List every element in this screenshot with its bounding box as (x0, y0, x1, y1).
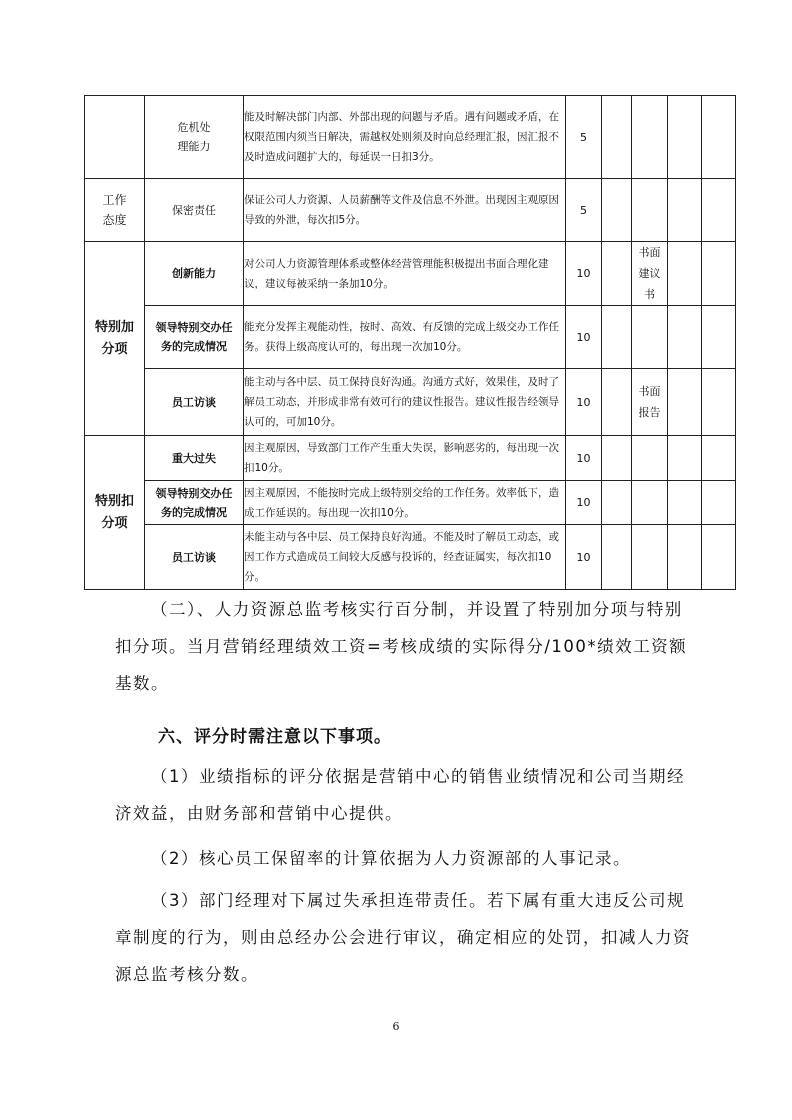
item-cell: 创新能力 (145, 242, 244, 306)
note-cell (632, 96, 668, 179)
description-cell: 因主观原因，导致部门工作产生重大失误，影响恶劣的，每出现一次扣10分。 (244, 436, 566, 481)
empty-cell (702, 525, 736, 590)
note-cell (632, 179, 668, 242)
category-cell: 工作 态度 (85, 179, 145, 242)
empty-cell (602, 306, 632, 369)
table-row (85, 481, 736, 525)
table-row (85, 179, 736, 242)
empty-cell (668, 436, 702, 481)
category-cell: 特别加 分项 (85, 242, 145, 436)
paragraph-note-1: （1）业绩指标的评分依据是营销中心的销售业绩情况和公司当期经济效益，由财务部和营销中心提供。 (115, 767, 685, 823)
note-cell (632, 525, 668, 590)
empty-cell (602, 369, 632, 436)
table-row (85, 436, 736, 481)
paragraph-note-2: （2）核心员工保留率的计算依据为人力资源部的人事记录。 (151, 849, 631, 868)
description-cell: 能及时解决部门内部、外部出现的问题与矛盾。遇有问题或矛盾，在权限范围内须当日解决，需越权处则须及时向总经理汇报，因汇报不及时造成问题扩大的，每延误一日扣3分。 (244, 96, 566, 179)
note-cell (632, 306, 668, 369)
section-heading: 六、评分时需注意以下事项。 (158, 727, 392, 747)
empty-cell (602, 242, 632, 306)
empty-cell (702, 369, 736, 436)
description-cell: 未能主动与各中层、员工保持良好沟通。不能及时了解员工动态，或因工作方式造成员工间较大反感与投诉的，经查证属实，每次扣10分。 (244, 525, 566, 590)
table-row (85, 242, 736, 306)
empty-cell (602, 96, 632, 179)
empty-cell (668, 525, 702, 590)
table-row (85, 96, 736, 179)
table-row (85, 525, 736, 590)
description-cell: 保证公司人力资源、人员薪酬等文件及信息不外泄。出现因主观原因导致的外泄，每次扣5分。 (244, 179, 566, 242)
note-cell (632, 481, 668, 525)
score-cell: 10 (566, 369, 602, 436)
category-cell (85, 96, 145, 179)
empty-cell (702, 481, 736, 525)
table-row (85, 306, 736, 369)
note-cell (632, 436, 668, 481)
description-cell: 能主动与各中层、员工保持良好沟通。沟通方式好，效果佳，及时了解员工动态，并形成非常有效可行的建议性报告。建议性报告经领导认可的，可加10分。 (244, 369, 566, 436)
empty-cell (702, 306, 736, 369)
empty-cell (602, 525, 632, 590)
empty-cell (668, 179, 702, 242)
empty-cell (702, 179, 736, 242)
score-cell: 10 (566, 481, 602, 525)
assessment-table (84, 95, 736, 590)
score-cell: 5 (566, 179, 602, 242)
category-cell: 特别扣 分项 (85, 436, 145, 590)
table-row (85, 369, 736, 436)
note-cell: 书面 报告 (632, 369, 668, 436)
item-cell: 领导特别交办任 务的完成情况 (145, 306, 244, 369)
item-cell: 员工访谈 (145, 369, 244, 436)
paragraph-scoring-system: （二）、人力资源总监考核实行百分制，并设置了特别加分项与特别扣分项。当月营销经理绩效工资=考核成绩的实际得分/100*绩效工资额基数。 (115, 600, 688, 693)
item-cell: 重大过失 (145, 436, 244, 481)
empty-cell (702, 96, 736, 179)
empty-cell (602, 179, 632, 242)
page-number: 6 (392, 1020, 400, 1033)
empty-cell (602, 436, 632, 481)
item-cell: 领导特别交办任 务的完成情况 (145, 481, 244, 525)
empty-cell (668, 242, 702, 306)
empty-cell (702, 242, 736, 306)
score-cell: 10 (566, 306, 602, 369)
description-cell: 因主观原因，不能按时完成上级特别交给的工作任务。效率低下，造成工作延误的。每出现一次扣10分。 (244, 481, 566, 525)
score-cell: 10 (566, 525, 602, 590)
description-cell: 对公司人力资源管理体系或整体经营管理能积极提出书面合理化建议，建议每被采纳一条加10分。 (244, 242, 566, 306)
item-cell: 保密责任 (145, 179, 244, 242)
empty-cell (668, 481, 702, 525)
score-cell: 10 (566, 436, 602, 481)
empty-cell (668, 96, 702, 179)
empty-cell (668, 369, 702, 436)
empty-cell (602, 481, 632, 525)
score-cell: 5 (566, 96, 602, 179)
note-cell: 书面 建议 书 (632, 242, 668, 306)
item-cell: 员工访谈 (145, 525, 244, 590)
score-cell: 10 (566, 242, 602, 306)
description-cell: 能充分发挥主观能动性，按时、高效、有反馈的完成上级交办工作任务。获得上级高度认可的，每出现一次加10分。 (244, 306, 566, 369)
paragraph-note-3: （3）部门经理对下属过失承担连带责任。若下属有重大违反公司规章制度的行为，则由总经办公会进行审议，确定相应的处罚，扣减人力资源总监考核分数。 (115, 891, 691, 984)
item-cell: 危机处 理能力 (145, 96, 244, 179)
empty-cell (702, 436, 736, 481)
empty-cell (668, 306, 702, 369)
